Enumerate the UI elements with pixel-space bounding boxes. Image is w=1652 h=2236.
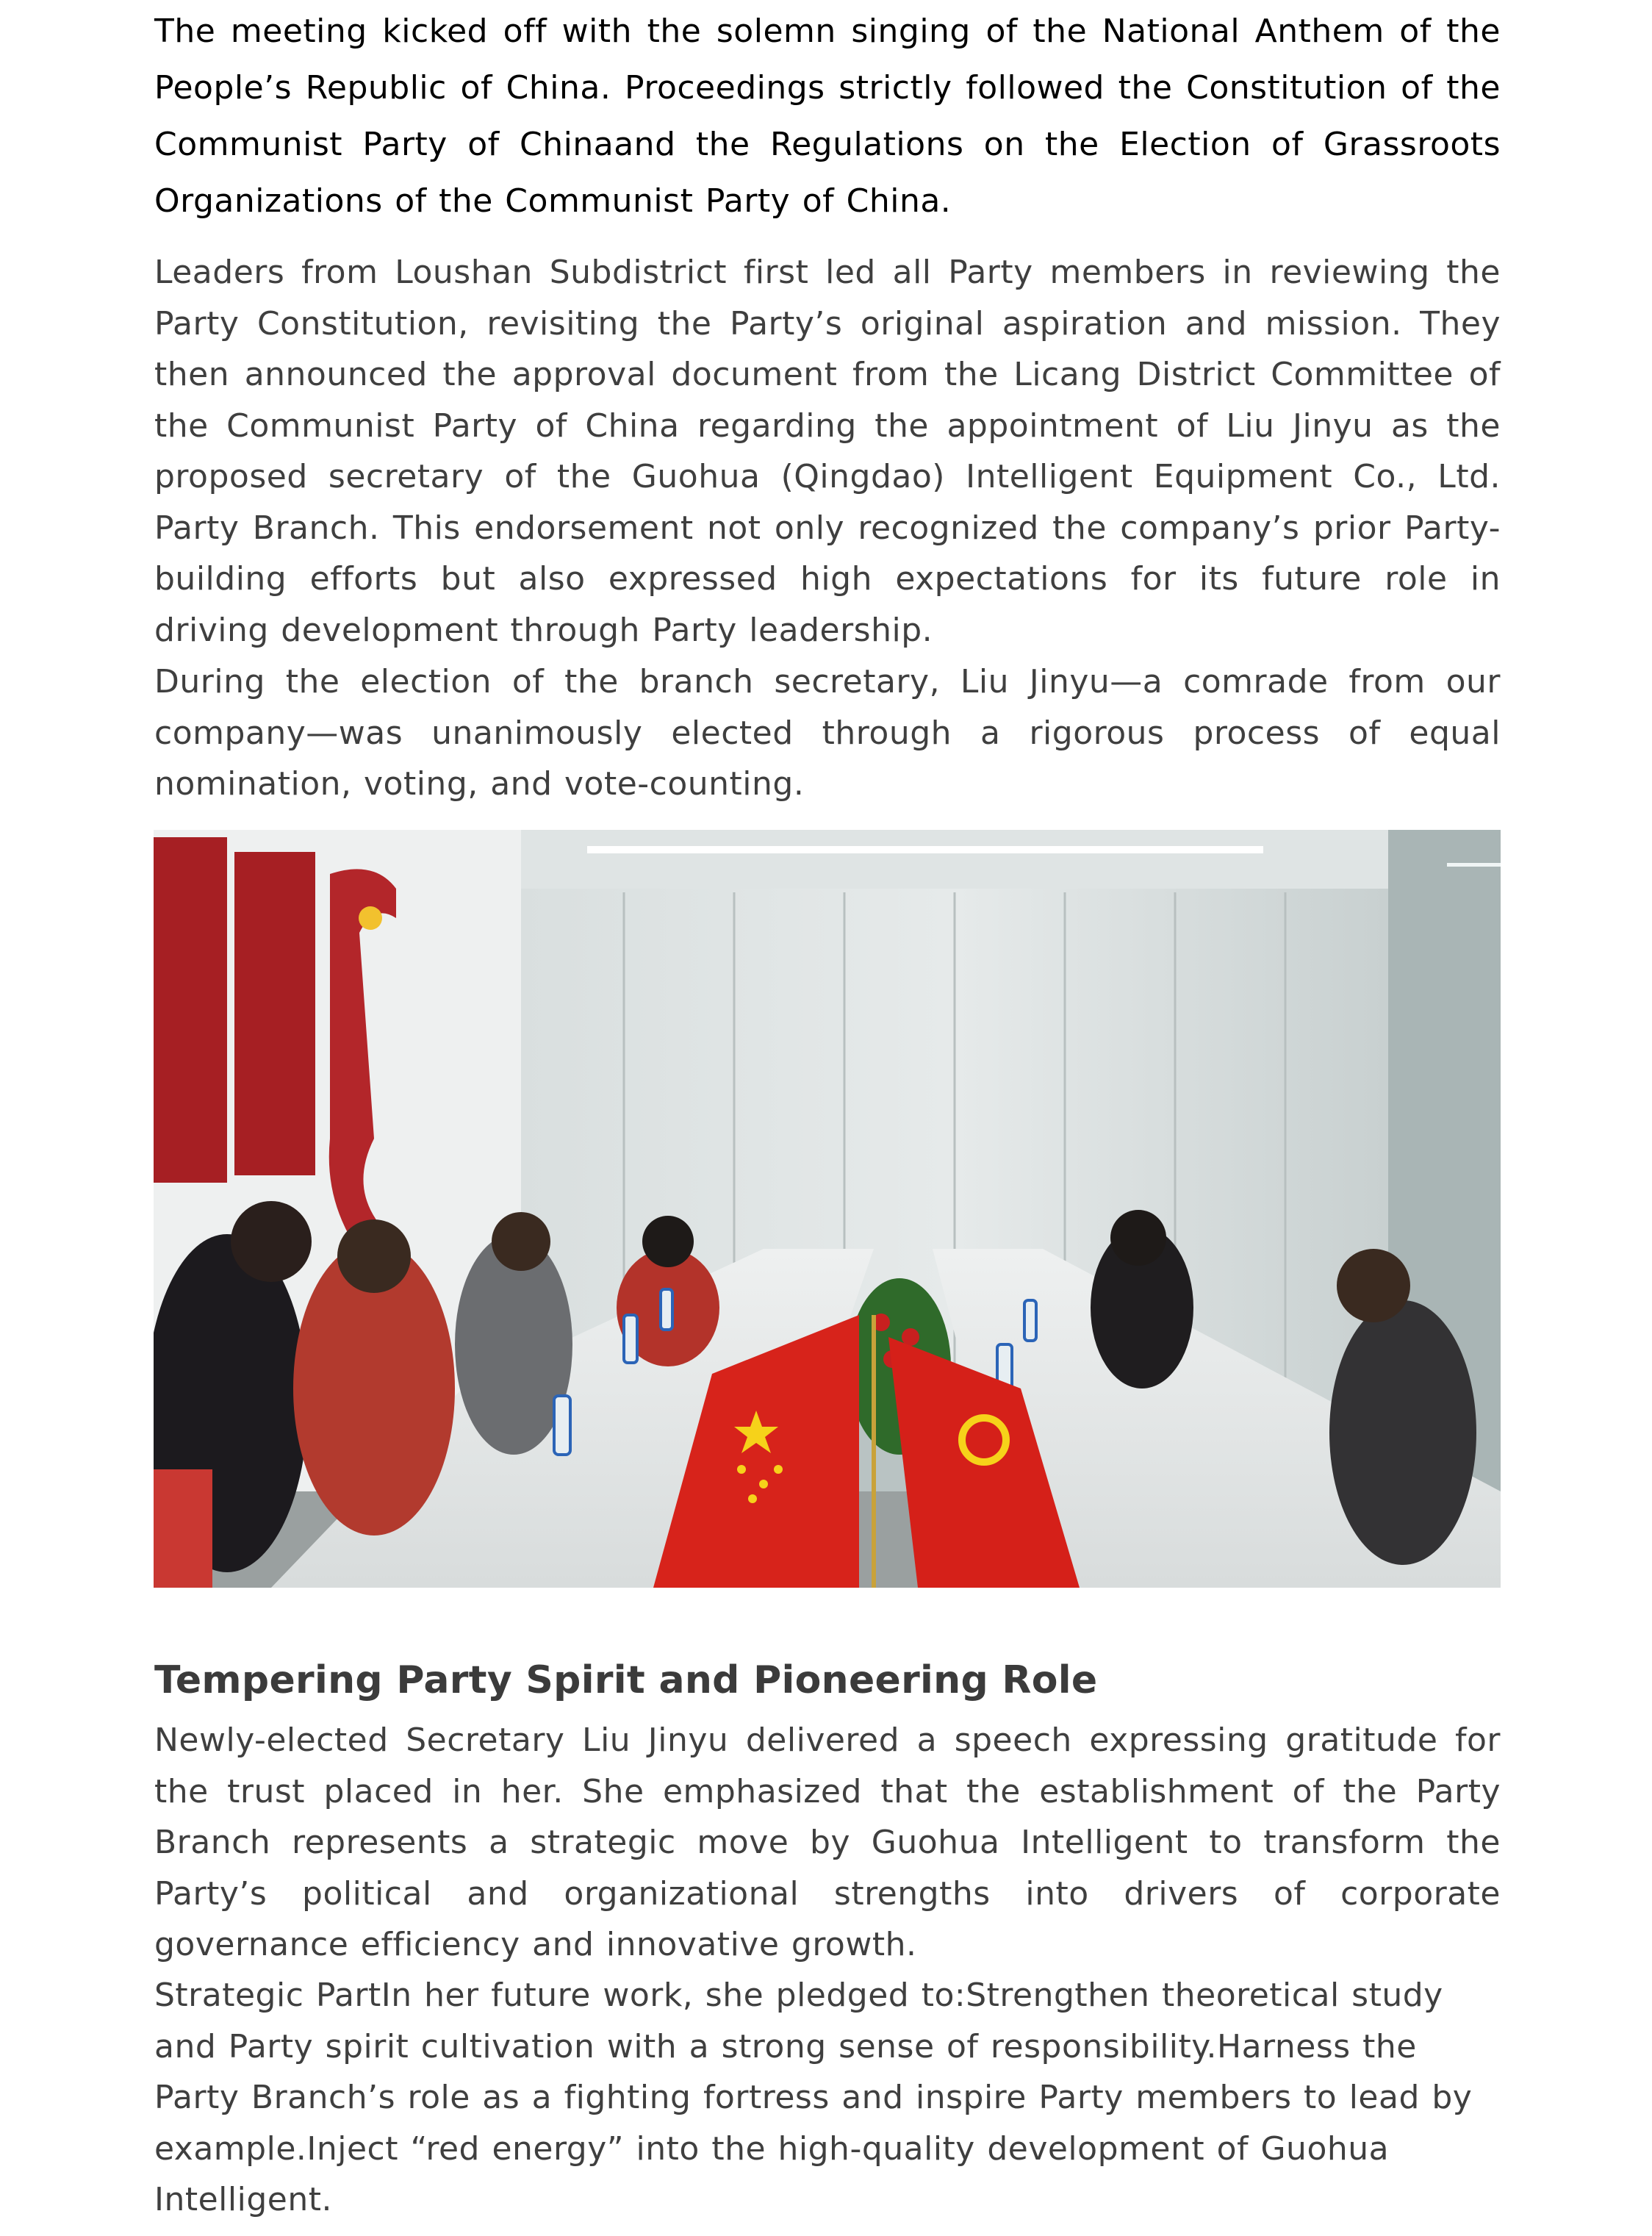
intro-paragraph-anthem: The meeting kicked off with the solemn singing of the National Anthem of the People’s Republic of China. Proceedings strictly followed the Constitution of the Communist Party of Chinaand the Regulations on the Election of Grassroots Organizations of the Communist Party of China. — [154, 12, 1501, 220]
meeting-photo — [154, 830, 1501, 1588]
intro-paragraph-election: During the election of the branch secretary, Liu Jinyu—a comrade from our company—was unanimously elected through a rigorous process of equal nomination, voting, and vote-counting. — [154, 663, 1501, 803]
pledge-paragraph: Strategic PartIn her future work, she pledged to:Strengthen theoretical study and Party spirit cultivation with a strong sense of responsibility.Harness the Party Branch’s role as a fighting fortress and inspire Party members to lead by example.Inject “red energy” into the high-quality development of Guohua Intelligent. — [154, 1977, 1473, 2218]
meeting-photo-illustration — [154, 830, 1501, 1588]
party-display-board-2 — [234, 852, 315, 1175]
ceiling-light — [587, 846, 1263, 853]
section-heading: Tempering Party Spirit and Pioneering Role — [154, 1658, 1098, 1702]
intro-paragraph-approval: Leaders from Loushan Subdistrict first led all Party members in reviewing the Party Constitution, revisiting the Party’s original aspiration and mission. They then announced the approval document from the Licang District Committee of the Communist Party of China regarding the appointment of Liu Jinyu as the proposed secretary of the Guohua (Qingdao) Intelligent Equipment Co., Ltd. Party Branch. This endorsement not only recognized the company’s prior Party-building efforts but also expressed high expectations for its future role in driving development through Party leadership. — [154, 254, 1501, 649]
hammer-sickle-wall-icon — [359, 906, 382, 930]
party-display-board-1 — [154, 837, 227, 1183]
speech-paragraph: Newly-elected Secretary Liu Jinyu delivered a speech expressing gratitude for the trust placed in her. She emphasized that the establishment of the Party Branch represents a strategic move by Guohua Intelligent to transform the Party’s political and organizational strengths into drivers of corporate governance efficiency and innovative growth. — [154, 1721, 1501, 1963]
